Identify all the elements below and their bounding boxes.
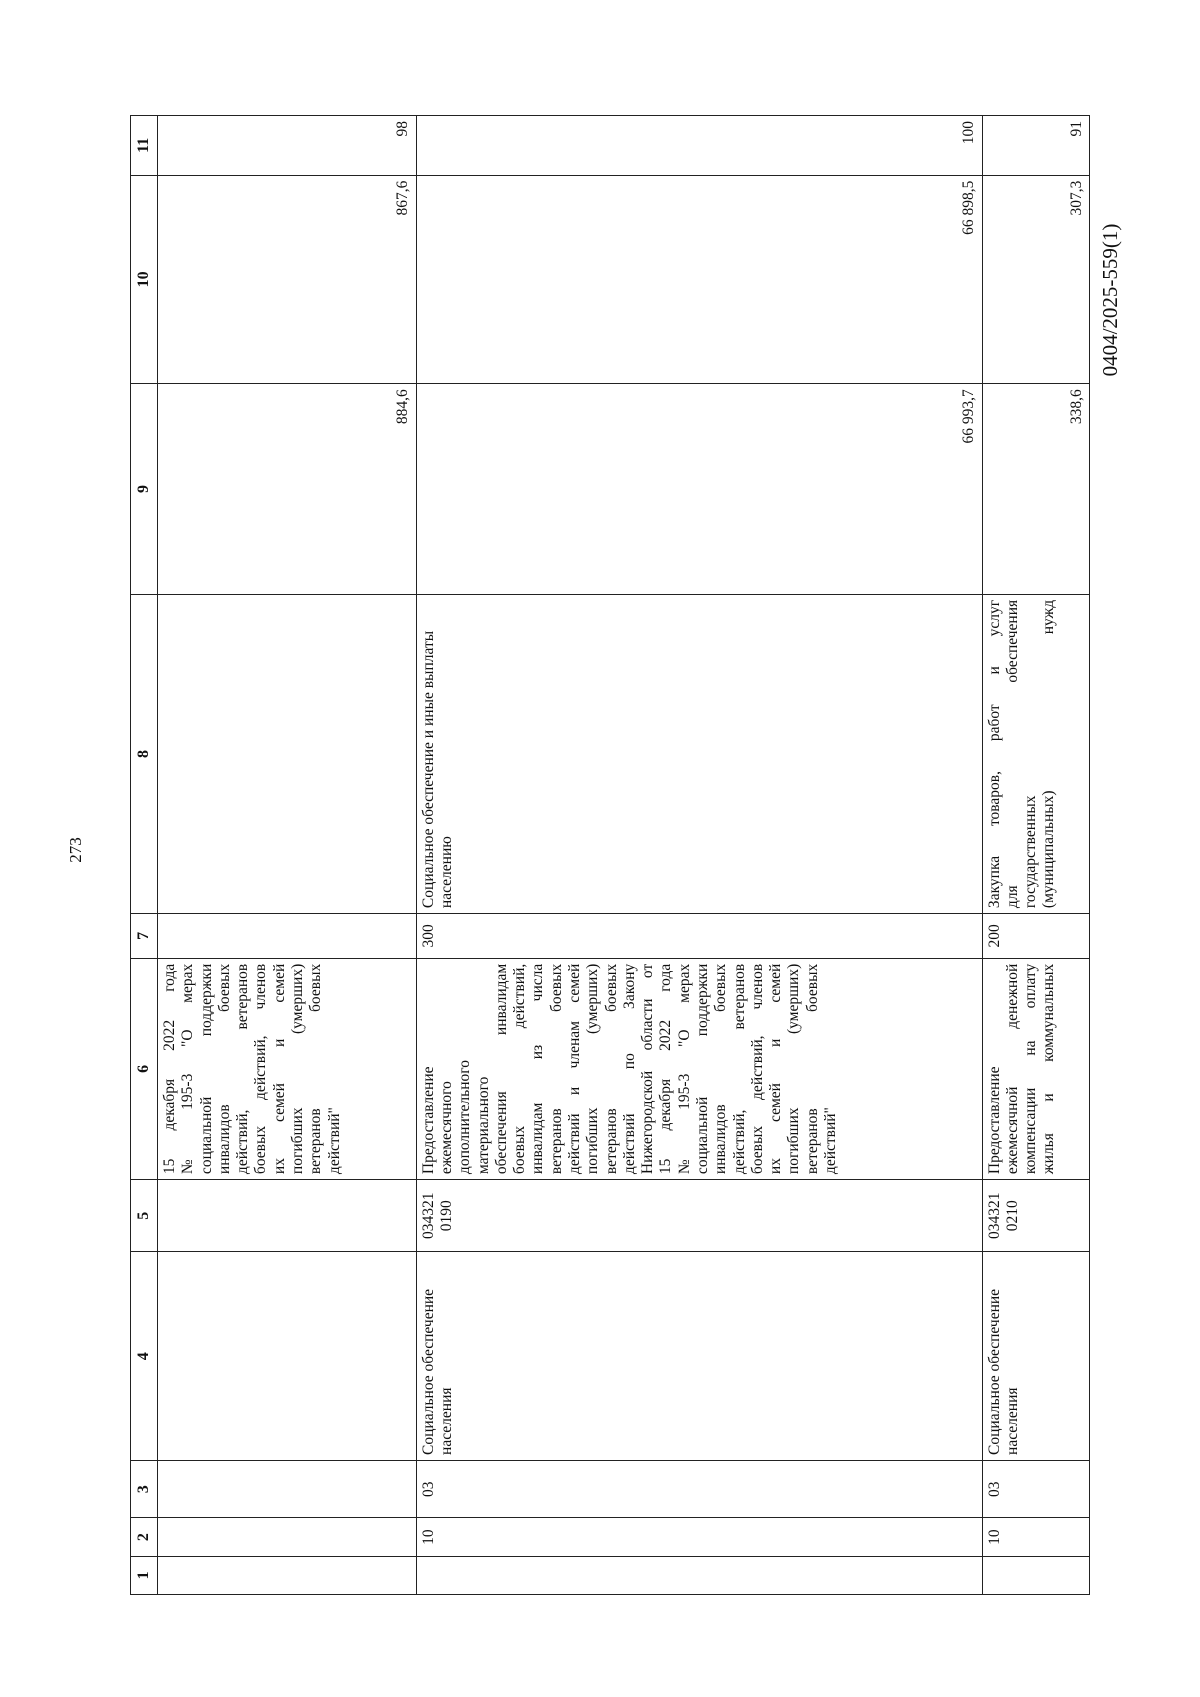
cell-c1	[416, 1556, 982, 1594]
cell-description	[982, 958, 1089, 1179]
cell-text-line: Нижегородской области от	[639, 963, 657, 1175]
cell-text-line: 15 декабря 2022 года	[161, 963, 178, 1175]
col-header-4: 4	[131, 1252, 158, 1461]
cell-target-code: 034321 0210	[982, 1180, 1089, 1252]
cell-text-line: действий, ветеранов	[234, 963, 252, 1175]
cell-text-line: действий и членам семей	[566, 963, 584, 1175]
cell-c7	[158, 914, 417, 959]
col-header-8: 8	[131, 594, 158, 913]
cell-text-line: Предоставление	[419, 1066, 437, 1175]
cell-percent: 100	[416, 116, 982, 176]
col-header-5: 5	[131, 1180, 158, 1252]
cell-text-line: государственных	[1022, 795, 1040, 909]
cell-text-line: инвалидов боевых	[712, 963, 730, 1175]
cell-expense-type: 200	[982, 914, 1089, 959]
cell-expense-type-name	[982, 594, 1089, 913]
cell-text-line: погибших (умерших)	[288, 963, 306, 1175]
cell-c3	[158, 1460, 417, 1517]
cell-c2	[158, 1518, 417, 1556]
cell-text-line: погибших (умерших)	[584, 963, 602, 1175]
table-row	[158, 116, 417, 1595]
header-row	[131, 116, 158, 1595]
cell-text-line: ветеранов боевых	[602, 963, 620, 1175]
cell-text-line: боевых действий,	[511, 963, 529, 1175]
cell-text-line: инвалидов боевых	[215, 963, 233, 1175]
cell-text-line: действий, ветеранов	[730, 963, 748, 1175]
cell-text-line: ветеранов боевых	[803, 963, 821, 1175]
cell-description	[416, 958, 982, 1179]
cell-text-line: Предоставление	[985, 1066, 1003, 1175]
cell-subsection-name: Социальное обеспечение населения	[416, 1252, 982, 1461]
cell-text-line: действий"	[821, 1107, 839, 1175]
document-code: 0404/2025-559(1)	[1098, 223, 1122, 377]
cell-subsection-name: Социальное обеспечение населения	[982, 1252, 1089, 1461]
page-number: 273	[66, 837, 85, 863]
cell-text-line: (муниципальных) нужд	[1040, 599, 1058, 909]
col-header-3: 3	[131, 1460, 158, 1517]
cell-expense-type: 300	[416, 914, 982, 959]
cell-text-line: № 195-3 "О мерах	[675, 963, 693, 1175]
cell-expense-type-name: Социальное обеспечение и иные выплаты населению	[416, 594, 982, 913]
cell-text-line: социальной поддержки	[197, 963, 215, 1175]
cell-text-line: инвалидам из числа	[529, 963, 547, 1175]
cell-description	[158, 958, 417, 1179]
col-header-10: 10	[131, 175, 158, 384]
cell-section: 10	[416, 1518, 982, 1556]
cell-text-line: боевых действий, членов	[748, 963, 766, 1175]
cell-c1	[158, 1556, 417, 1594]
cell-c4	[158, 1252, 417, 1461]
cell-text-line: дополнительного	[456, 1060, 474, 1175]
col-header-9: 9	[131, 384, 158, 595]
cell-text-line: ветеранов боевых	[307, 963, 325, 1175]
cell-amount-planned: 338,6	[982, 384, 1089, 595]
cell-text-line: действий по Закону	[620, 963, 638, 1175]
cell-text-line: жилья и коммунальных	[1040, 963, 1058, 1175]
cell-amount-planned: 66 993,7	[416, 384, 982, 595]
col-header-7: 7	[131, 914, 158, 959]
cell-subsection: 03	[982, 1460, 1089, 1517]
cell-c8	[158, 594, 417, 913]
col-header-1: 1	[131, 1556, 158, 1594]
cell-text-line: компенсации на оплату	[1022, 963, 1040, 1175]
cell-text-line: их семей и семей	[767, 963, 785, 1175]
cell-text-line: ветеранов боевых	[547, 963, 565, 1175]
col-header-6: 6	[131, 958, 158, 1179]
cell-target-code: 034321 0190	[416, 1180, 982, 1252]
cell-text-line: их семей и семей	[270, 963, 288, 1175]
cell-text-line: материального	[474, 1076, 492, 1175]
cell-text-line: боевых действий, членов	[252, 963, 270, 1175]
cell-text-line: Закупка товаров, работ и услуг	[985, 599, 1003, 909]
cell-amount-actual: 867,6	[158, 175, 417, 384]
cell-subsection: 03	[416, 1460, 982, 1517]
cell-percent: 98	[158, 116, 417, 176]
cell-text-line: обеспечения инвалидам	[492, 963, 510, 1175]
cell-section: 10	[982, 1518, 1089, 1556]
col-header-11: 11	[131, 116, 158, 176]
budget-table	[130, 115, 1090, 1595]
cell-text-line: № 195-3 "О мерах	[179, 963, 197, 1175]
cell-c5	[158, 1180, 417, 1252]
cell-amount-planned: 884,6	[158, 384, 417, 595]
cell-c1	[982, 1556, 1089, 1594]
cell-amount-actual: 307,3	[982, 175, 1089, 384]
cell-text-line: для обеспечения	[1003, 599, 1021, 909]
col-header-2: 2	[131, 1518, 158, 1556]
cell-text-line: ежемесячного	[438, 1081, 456, 1175]
table-row	[982, 116, 1089, 1595]
table-row	[416, 116, 982, 1595]
cell-text-line: погибших (умерших)	[785, 963, 803, 1175]
rotated-table-wrapper	[130, 115, 1090, 1595]
cell-text-line: действий"	[325, 1107, 343, 1175]
cell-text-line: социальной поддержки	[693, 963, 711, 1175]
cell-text-line: ежемесячной денежной	[1003, 963, 1021, 1175]
cell-text-line: 15 декабря 2022 года	[657, 963, 675, 1175]
cell-percent: 91	[982, 116, 1089, 176]
cell-amount-actual: 66 898,5	[416, 175, 982, 384]
